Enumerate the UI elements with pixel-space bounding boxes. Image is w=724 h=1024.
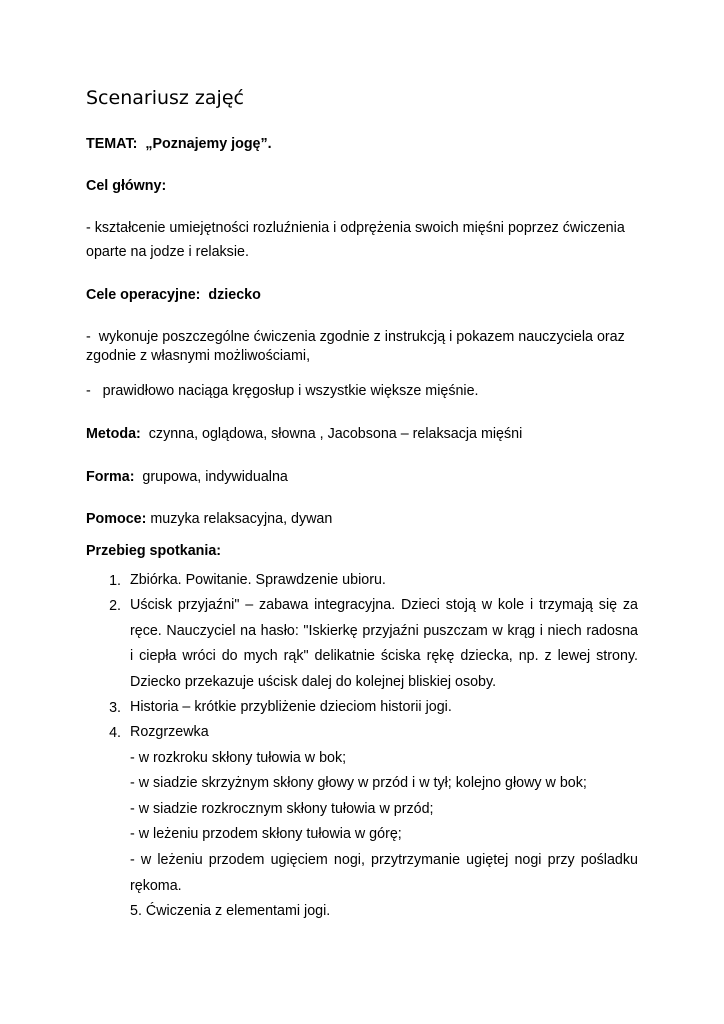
list-item-number: 4. — [109, 725, 121, 741]
temat-label: TEMAT: — [86, 136, 138, 152]
cel-glowny-line-1 — [86, 217, 638, 239]
metoda-value: czynna, oglądowa, słowna , Jacobsona – relaksacja mięśni — [148, 426, 523, 442]
document-title: Scenariusz zajęć — [86, 87, 244, 109]
cel-glowny-line-2: oparte na jodze i relaksie. — [86, 244, 249, 260]
cel-glowny-text-1: - kształcenie umiejętności rozluźnienia i odprężenia swoich mięśni poprzez ćwiczenia — [86, 220, 625, 236]
rozgrzewka-item-5: - w leżeniu przodem ugięciem nogi, przytrzymanie ugiętej nogi przy pośladku rękoma. — [130, 852, 638, 894]
list-item-4-text: Rozgrzewka — [130, 724, 209, 740]
temat-line — [86, 133, 638, 155]
pomoce-label: Pomoce: — [86, 511, 147, 527]
cele-operacyjne-item-1-line-1: - wykonuje poszczególne ćwiczenia zgodnie z instrukcją i pokazem nauczyciela oraz — [86, 329, 625, 345]
forma-value: grupowa, indywidualna — [142, 469, 288, 485]
cel-glowny-label: Cel główny: — [86, 178, 167, 194]
cwiczenia-item: 5. Ćwiczenia z elementami jogi. — [130, 903, 331, 919]
metoda-line — [86, 423, 638, 445]
rozgrzewka-item-3: - w siadzie rozkrocznym skłony tułowia w przód; — [130, 801, 434, 817]
rozgrzewka-item-1: - w rozkroku skłony tułowia w bok; — [130, 750, 347, 766]
forma-line — [86, 466, 638, 488]
rozgrzewka-item-4: - w leżeniu przodem skłony tułowia w górę; — [130, 826, 402, 842]
forma-label: Forma: — [86, 469, 135, 485]
rozgrzewka-item-2: - w siadzie skrzyżnym skłony głowy w przód i w tył; kolejno głowy w bok; — [130, 775, 587, 791]
przebieg-label: Przebieg spotkania: — [86, 543, 222, 559]
metoda-label: Metoda: — [86, 426, 141, 442]
list-item-number: 1. — [109, 573, 121, 589]
cele-operacyjne-value: dziecko — [208, 287, 261, 303]
temat-value: „Poznajemy jogę”. — [145, 136, 272, 152]
list-item-1-text: Zbiórka. Powitanie. Sprawdzenie ubioru. — [130, 572, 386, 588]
list-item-2-text: Uścisk przyjaźni" – zabawa integracyjna. Dzieci stoją w kole i trzymają się za ręce. Nauczyciel na hasło: "Iskierkę przyjaźni puszczam w krąg i niech radosna i ciepła wróci do mych rąk" delikatnie ściska rękę dziecka, np. z lewej strony. Dziecko przekazuje uścisk dalej do kolejnej bliskiej osoby. — [130, 597, 638, 690]
cele-operacyjne-label: Cele operacyjne: — [86, 287, 201, 303]
list-item-3-text: Historia – krótkie przybliżenie dzieciom historii jogi. — [130, 699, 452, 715]
list-item-number: 2. — [109, 598, 121, 614]
list-item-number: 3. — [109, 700, 121, 716]
cele-operacyjne-item-1-line-2: zgodnie z własnymi możliwościami, — [86, 348, 311, 364]
pomoce-value: muzyka relaksacyjna, dywan — [150, 511, 333, 527]
pomoce-line — [86, 508, 638, 530]
cele-operacyjne-line — [86, 284, 638, 306]
cele-operacyjne-item-2: - prawidłowo naciąga kręgosłup i wszystkie większe mięśnie. — [86, 383, 479, 399]
